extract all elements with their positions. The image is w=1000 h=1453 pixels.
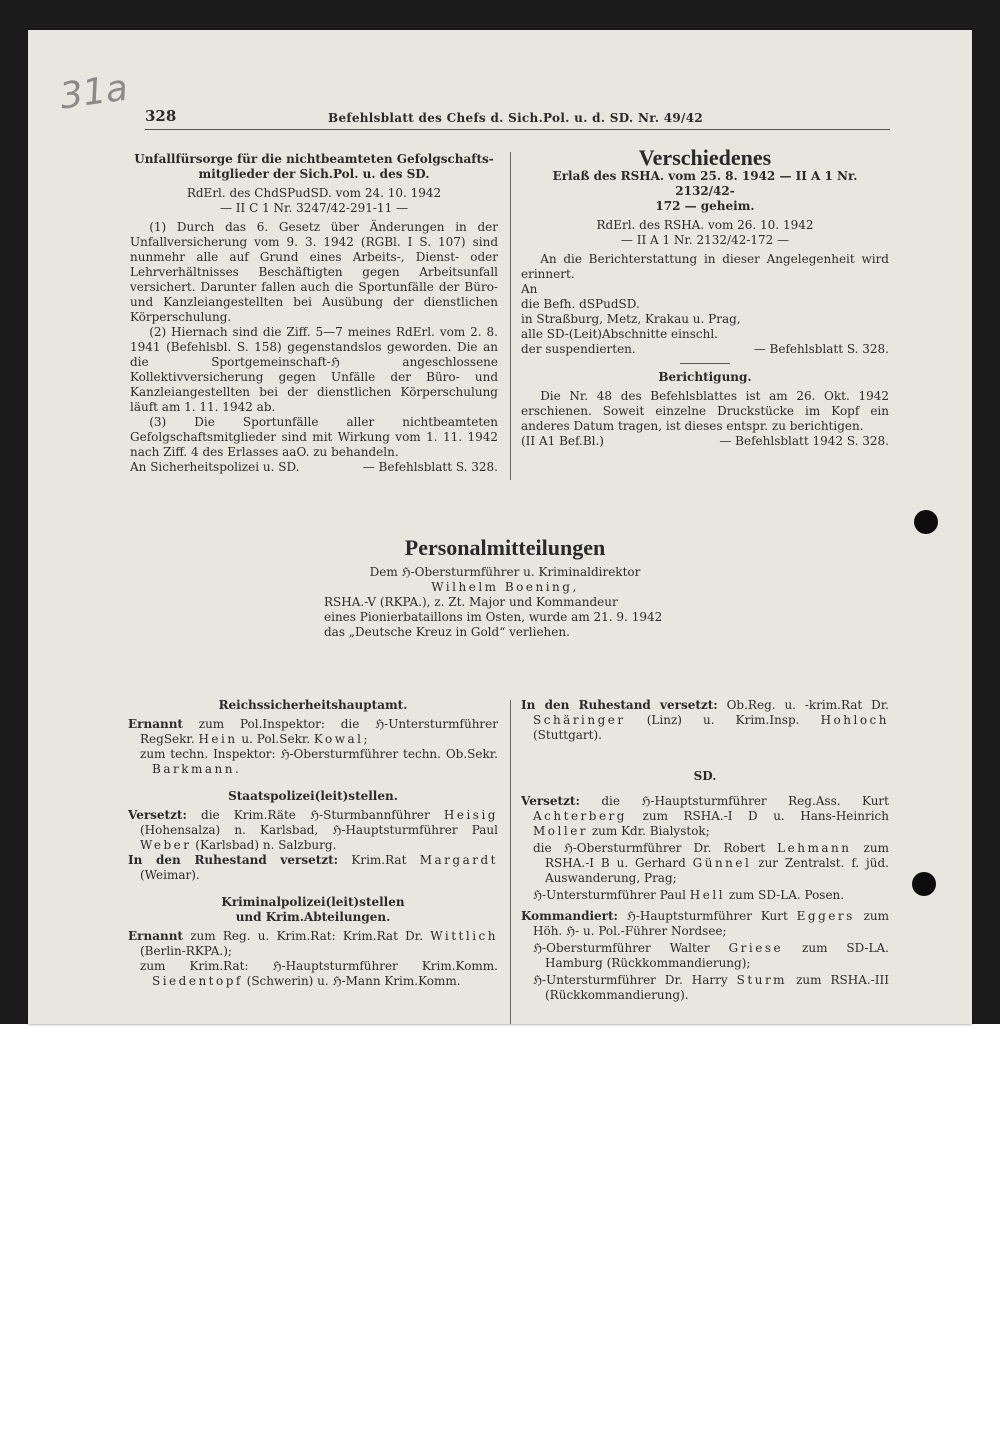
punch-hole-upper [914, 510, 938, 534]
erlass-reference: RdErl. des RSHA. vom 26. 10. 1942 [596, 218, 814, 232]
entry-versetzt-sd: Versetzt: die ℌ-Hauptsturmführer Reg.Ass. Kurt Achterberg zum RSHA.-I D u. Hans-Heinrich Moller zum Kdr. Bialystok; [521, 794, 889, 838]
heading-rsha: Reichssicherheitshauptamt. [218, 698, 408, 712]
erlass-line1: Erlaß des RSHA. vom 25. 8. 1942 — II A 1 Nr. 2132/42- [552, 169, 858, 198]
article-paragraph-3: (3) Die Sportunfälle aller nichtbeamteten Gefolgschaftsmitglieder sind mit Wirkung vom 1. 11. 1942 nach Ziff. 4 des Erlasses aaO. zu behandeln. [130, 415, 498, 459]
recipient-line3: alle SD-(Leit)Abschnitte einschl. [521, 327, 718, 341]
heading-kripo-line1: Kriminalpolizei(leit)stellen [221, 895, 405, 909]
recipient-an: An [521, 282, 538, 296]
article-heading-line2: mitglieder der Sich.Pol. u. des SD. [198, 167, 430, 181]
recipient-line4: der suspendierten. [521, 342, 636, 356]
article-footer [130, 460, 498, 475]
award-line3: RSHA.-V (RKPA.), z. Zt. Major und Kommandeur [324, 595, 618, 609]
heading-sd: SD. [693, 769, 717, 783]
erlass-source: — Befehlsblatt S. 328. [753, 342, 889, 356]
column-divider-upper [510, 152, 511, 480]
entry-techn-inspektor: zum techn. Inspektor: ℌ-Obersturmführer techn. Ob.Sekr. Barkmann. [140, 747, 498, 776]
article-paragraph-2: (2) Hiernach sind die Ziff. 5—7 meines RdErl. vom 2. 8. 1941 (Befehlsbl. S. 158) gegenstandslos geworden. Die an die Sportgemeinschaft-ℌ angeschlossene Kollektivversicherung gegen Unfälle der Büro- und Kanzleiangestellten bei der dienstlichen Körperschulung läuft am 1. 11. 1942 ab. [130, 325, 498, 414]
article-reference: RdErl. des ChdSPudSD. vom 24. 10. 1942 [186, 186, 442, 200]
section-title-personal: Personalmitteilungen [404, 535, 606, 560]
section-personalmitteilungen [320, 535, 690, 640]
berichtigung-title: Berichtigung. [658, 370, 752, 384]
section-title-verschiedenes: Verschiedenes [638, 145, 772, 170]
entry-versetzt-stapo: Versetzt: die Krim.Räte ℌ-Sturmbannführer Heisig (Hohensalza) n. Karlsbad, ℌ-Hauptsturmführer Paul Weber (Karlsbad) n. Salzburg. [128, 808, 498, 852]
article-source: — Befehlsblatt S. 328. [362, 460, 498, 474]
berichtigung-ref: (II A1 Bef.Bl.) [521, 434, 604, 448]
recipient-line2: in Straßburg, Metz, Krakau u. Prag, [521, 312, 741, 326]
page-number: 328 [145, 107, 177, 125]
entry-griese: ℌ-Obersturmführer Walter Griese zum SD-LA. Hamburg (Rückkommandierung); [533, 941, 889, 970]
award-line4: eines Pionierbataillons im Osten, wurde am 21. 9. 1942 [324, 610, 663, 624]
berichtigung-source: — Befehlsblatt 1942 S. 328. [719, 434, 889, 448]
entry-sturm: ℌ-Untersturmführer Dr. Harry Sturm zum RSHA.-III (Rückkommandierung). [533, 973, 889, 1002]
recipient-line1: die Befh. dSPudSD. [521, 297, 640, 311]
personal-right-column [521, 698, 889, 1003]
entry-kommandiert: Kommandiert: ℌ-Hauptsturmführer Kurt Eggers zum Höh. ℌ- u. Pol.-Führer Nordsee; [521, 909, 890, 938]
article-unfallfuersorge [130, 152, 498, 475]
entry-untersturmfuehrer-sd: ℌ-Untersturmführer Paul Hell zum SD-LA. Posen. [533, 888, 845, 902]
award-line5: das „Deutsche Kreuz in Gold“ verliehen. [324, 625, 570, 639]
header-title: Befehlsblatt des Chefs d. Sich.Pol. u. d. SD. Nr. 49/42 [328, 111, 704, 125]
article-reference-number: — II C 1 Nr. 3247/42-291-11 — [219, 201, 409, 215]
berichtigung-footer [521, 434, 889, 449]
article-recipient: An Sicherheitspolizei u. SD. [130, 460, 300, 474]
section-verschiedenes [521, 145, 889, 449]
recipient-line4-row [521, 342, 889, 357]
article-paragraph-1: (1) Durch das 6. Gesetz über Änderungen in der Unfallversicherung vom 9. 3. 1942 (RGBl. I S. 107) sind nunmehr alle auf Grund eines Arbeits-, Dienst- oder Lehrverhältnisses Beschäftigten gegen Arbeitsunfall versichert. Darunter fallen auch die Sportunfälle der Büro- und Kanzleiangestellten bei Ausübung der dienstlichen Körperschulung. [130, 220, 498, 324]
erlass-text: An die Berichterstattung in dieser Angelegenheit wird erinnert. [521, 252, 889, 281]
entry-ruhestand-stapo: In den Ruhestand versetzt: Krim.Rat Margardt (Weimar). [128, 853, 498, 882]
entry-obersturmfuehrer-sd: die ℌ-Obersturmführer Dr. Robert Lehmann zum RSHA.-I B u. Gerhard Günnel zur Zentralst. f. jüd. Auswanderung, Prag; [533, 841, 889, 885]
heading-staatspolizei: Staatspolizei(leit)stellen. [228, 789, 398, 803]
entry-ernannt-kripo: Ernannt zum Reg. u. Krim.Rat: Krim.Rat Dr. Wittlich (Berlin-RKPA.); [128, 929, 498, 958]
erlass-reference-number: — II A 1 Nr. 2132/42-172 — [620, 233, 790, 247]
personal-left-column [128, 698, 498, 989]
short-divider [680, 363, 730, 364]
award-line2: Wilhelm Boening, [431, 580, 579, 594]
entry-krimrat: zum Krim.Rat: ℌ-Hauptsturmführer Krim.Komm. Siedentopf (Schwerin) u. ℌ-Mann Krim.Komm. [140, 959, 498, 988]
heading-kripo-line2: und Krim.Abteilungen. [235, 910, 391, 924]
article-heading-line1: Unfallfürsorge für die nichtbeamteten Gefolgschafts- [134, 152, 494, 166]
erlass-line2: 172 — geheim. [655, 199, 755, 213]
entry-ernannt-rsha: Ernannt zum Pol.Inspektor: die ℌ-Untersturmführer RegSekr. Hein u. Pol.Sekr. Kowal; [128, 717, 498, 746]
punch-hole-lower [912, 872, 936, 896]
berichtigung-text: Die Nr. 48 des Befehlsblattes ist am 26. Okt. 1942 erschienen. Soweit einzelne Druckstücke im Kopf ein anderes Datum tragen, ist dieses entspr. zu berichtigen. [521, 389, 889, 433]
margin-note: 31a [57, 67, 131, 118]
award-line1: Dem ℌ-Obersturmführer u. Kriminaldirektor [369, 565, 641, 579]
column-divider-lower [510, 700, 511, 1024]
page-header [145, 107, 890, 130]
entry-ruhestand-right: In den Ruhestand versetzt: Ob.Reg. u. -krim.Rat Dr. Schäringer (Linz) u. Krim.Insp. Hohloch (Stuttgart). [521, 698, 889, 742]
